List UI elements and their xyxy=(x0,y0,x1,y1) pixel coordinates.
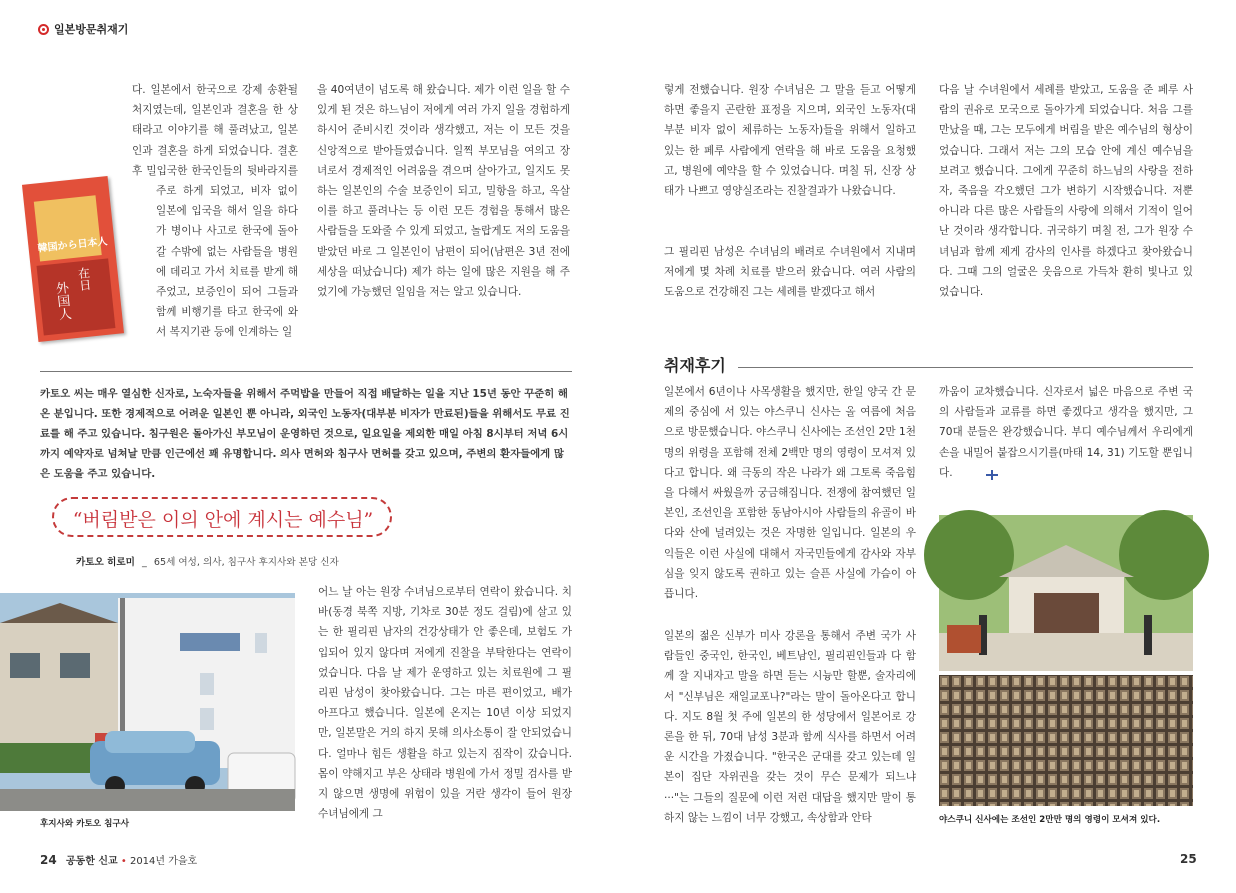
body-text: 일본의 젊은 신부가 미사 강론을 통해서 주변 국가 사람들인 중국인, 한국인, 베트남인, 필리핀인들과 다 함께 잘 지내자고 말을 하면 듣는 시늉만 할뿐, 술자리에서 "신부님은 재일교포나?"라는 말이 돌아온다고 합니다. 지도 8월 첫 주에 일본의 한 성당에서 일본어로 강론을 한 뒤, 70대 남성 3분과 함께 식사를 하면서 어려운 시간을 가졌습니다. "한국은 군대를 갖고 있는데 일본이 집단 자위권을 갖는 것이 무슨 문제가 되느냐···"는 그들의 질문에 이런 저런 대답을 했지만 말이 통하지 않는 느낌이 너무 강했고, 속상함과 안타 xyxy=(664,630,916,824)
section-title: 일본방문취재기 xyxy=(54,23,129,36)
body-text: 다. 일본에서 한국으로 강제 송환될 처지였는데, 일본인과 결혼을 한 상태라고 이야기를 해 풀려났고, 일본인과 결혼을 하게 되었습니다. 결혼 후 밀입국한 한국인들의 뒷바라지를 주로 하게 되었고, 비자 없이 일본에 입국을 해서 일을 하다가 병이나 사고로 한국에 돌아갈 수밖에 없는 사람들을 병원에 데리고 가서 치료를 받게 해주었고, 보증인이 되어 그들과 함께 비행기를 타고 한국에 와서 복지기관 등에 인계하는 일 xyxy=(132,84,298,339)
body-column-1 xyxy=(40,80,298,339)
body-column-4 xyxy=(939,80,1193,304)
body-column-3b xyxy=(664,242,916,304)
magazine-name: 공동한 신교 xyxy=(65,856,118,867)
issue-label: 2014년 가을호 xyxy=(129,856,198,867)
target-icon xyxy=(38,24,49,35)
body-text: 일본에서 6년이나 사목생활을 했지만, 한일 양국 간 문제의 중심에 서 있는 야스쿠니 신사는 올 여름에 처음으로 방문했습니다. 야스쿠니 신사에는 조선인 2만 1천 명의 위령을 포함해 전체 2백만 명의 영령이 모셔져 있다고 합니다. 왜 극동의 작은 나라가 왜 그토록 죽음힘을 다해서 싸웠을까 궁금해집니다. 전쟁에 참여했던 일본인, 조선인을 포함한 동남아시아 사람들의 유골이 바다와 산에 널려있는 것은 자명한 일입니다. 일본의 우익들은 이런 사실에 대해서 자국민들에게 감사와 자부심을 잊지 않도록 권하고 있는 슬픈 사실에 가슴이 아픕니다. xyxy=(664,386,916,601)
body-text: 렇게 전했습니다. 원장 수녀님은 그 말을 듣고 어떻게 하면 좋을지 곤란한 표정을 지으며, 외국인 노동자(대부분 비자 없이 체류하는 노동자)들을 위해서 일하고 있는 한 페루 사람에게 연락을 해 바로 도움을 요청했고, 병원에 예약을 할 수 있었습니다. 며칠 뒤, 신장 상태가 나쁘고 영양실조라는 진찰결과가 나왔습니다. xyxy=(664,84,916,198)
body-text: 까움이 교차했습니다. 신자로서 넓은 마음으로 주변 국의 사람들과 교류를 하면 좋겠다고 생각을 했지만, 그 70대 분들은 완강했습니다. 부디 예수님께서 우리에게 손을 내밀어 붙잡으시기를(마태 14, 31) 기도할 뿐입니다. xyxy=(939,386,1193,479)
body-text: 어느 날 아는 원장 수녀님으로부터 연락이 왔습니다. 치바(동경 북쪽 지방, 기차로 30분 정도 걸림)에 살고 있는 한 필리핀 남자의 건강상태가 안 좋은데, 보험도 가입되어 있지 않다며 저에게 진찰을 부탁한다는 연락이었습니다. 다음 날 제가 운영하고 있는 치료원에 그 필리핀 남성이 찾아왔습니다. 그는 마른 편이었고, 배가 아프다고 했습니다. 일본에 온지는 10년 이상 되었지만, 일본말은 거의 하지 못해 의사소통이 잘 안되었습니다. 얼마나 힘든 생활을 하고 있는지 짐작이 갔습니다. 몸이 약해지고 부은 상태라 병원에 가서 정밀 검사를 받지 않으면 생명에 위험이 있을 거란 생각이 들어 원장 수녀님에게 그 xyxy=(318,586,572,821)
body-column-bottom xyxy=(318,582,572,824)
body-text: 을 40여년이 넘도록 해 왔습니다. 제가 이런 일을 할 수 있게 된 것은 하느님이 저에게 여러 가지 일을 경험하게 하시어 준비시킨 것이라 생각했고, 저는 이 모든 것을 신앙적으로 받아들였습니다. 일찍 부모님을 여의고 장녀로서 경제적인 어려움을 겪으며 살아가고, 일지도 못하는 일본인의 수술 보증인이 되고, 밀항을 하고, 옥살이를 하고 풀려나는 등 이런 모든 경험을 통해서 많은 사람들을 도와줄 수 있게 되었고, 놀랍게도 저의 도움을 받았던 바로 그 일본인이 남편이 되어(남편은 3년 전에 세상을 떠났습니다) 제가 하는 일에 많은 지원을 해 주었기에 가능했던 일임을 저는 알고 있습니다. xyxy=(317,84,570,299)
byline: 카토오 히로미 _ 65세 여성, 의사, 침구사 후지사와 본당 신자 xyxy=(76,557,339,568)
byline-name: 카토오 히로미 xyxy=(76,557,135,568)
page-number: 25 xyxy=(1180,852,1197,866)
memorial-photo xyxy=(939,675,1193,806)
divider xyxy=(738,367,1193,368)
intro-paragraph: 카토오 씨는 매우 열심한 신자로, 노숙자들을 위해서 주먹밥을 만들어 직접 배달하는 일을 지난 15년 동안 꾸준히 해 온 분입니다. 또한 경제적으로 어려운 일본인 뿐 아니라, 외국인 노동자(대부분 비자가 만료된)들을 위해서도 무료 진료를 해 주고 있습니다. 침구원은 돌아가신 부모님이 운영하던 것으로, 일요일을 제외한 매일 아침 8시부터 저녁 6시까지 예약자로 넘쳐날 만큼 인근에선 꽤 유명합니다. 의사 면허와 침구사 면허를 갖고 있으며, 주변의 환자들에게 많은 도움을 주고 있습니다. xyxy=(40,388,570,480)
book-subtitle-2: 外国人 xyxy=(52,280,72,322)
cross-icon xyxy=(982,468,1002,482)
book-title: 韓国から日本人 xyxy=(37,236,108,255)
page-number: 24 xyxy=(40,853,57,867)
byline-desc: 65세 여성, 의사, 침구사 후지사와 본당 신자 xyxy=(153,557,339,568)
divider xyxy=(40,371,572,372)
body-column-5 xyxy=(664,382,916,604)
photo-caption: 야스쿠니 신사에는 조선인 2만만 명의 영령이 모셔져 있다. xyxy=(939,815,1161,825)
shrine-photo xyxy=(939,515,1193,671)
afterword-heading: 취재후기 xyxy=(664,356,726,375)
clinic-photo xyxy=(0,593,295,811)
body-text: 그 필리핀 남성은 수녀님의 배려로 수녀원에서 지내며 저에게 몇 차례 치료를 받으러 왔습니다. 여러 사람의 도움으로 건강해진 그는 세례를 받겠다고 해서 xyxy=(664,246,916,299)
book-subtitle: 在日 xyxy=(75,266,93,292)
pull-quote: “버림받은 이의 안에 계시는 예수님” xyxy=(72,509,374,531)
body-column-2 xyxy=(317,80,570,330)
body-column-3 xyxy=(664,80,916,220)
body-column-5b xyxy=(664,626,916,828)
page-footer-right xyxy=(1180,852,1203,866)
body-text: 다음 날 수녀원에서 세례를 받았고, 도움을 준 페루 사람의 권유로 모국으로 돌아가게 되었습니다. 처음 그를 만났을 때, 그는 모두에게 버림을 받은 예수님의 형상이었습니다. 그래서 저는 그의 모습 안에 계신 예수님을 보려고 했습니다. 그에게 꾸준히 하느님의 사랑을 전하자, 죽음을 각오했던 그가 변하기 시작했습니다. 저뿐 아니라 다른 많은 사람들의 사랑에 의해서 기적이 일어난 것이라 생각합니다. 귀국하기 며칠 전, 그가 원장 수녀님과 함께 제게 감사의 인사를 하겠다고 찾아왔습니다. 그때 그의 얼굴은 웃음으로 가득차 환히 빛나고 있었습니다. xyxy=(939,84,1193,299)
body-column-6 xyxy=(939,382,1193,486)
section-header xyxy=(38,21,128,37)
page-footer-left: 24 공동한 신교 • 2014년 가을호 xyxy=(40,853,198,867)
photo-caption: 후지사와 카토오 침구사 xyxy=(40,819,129,829)
